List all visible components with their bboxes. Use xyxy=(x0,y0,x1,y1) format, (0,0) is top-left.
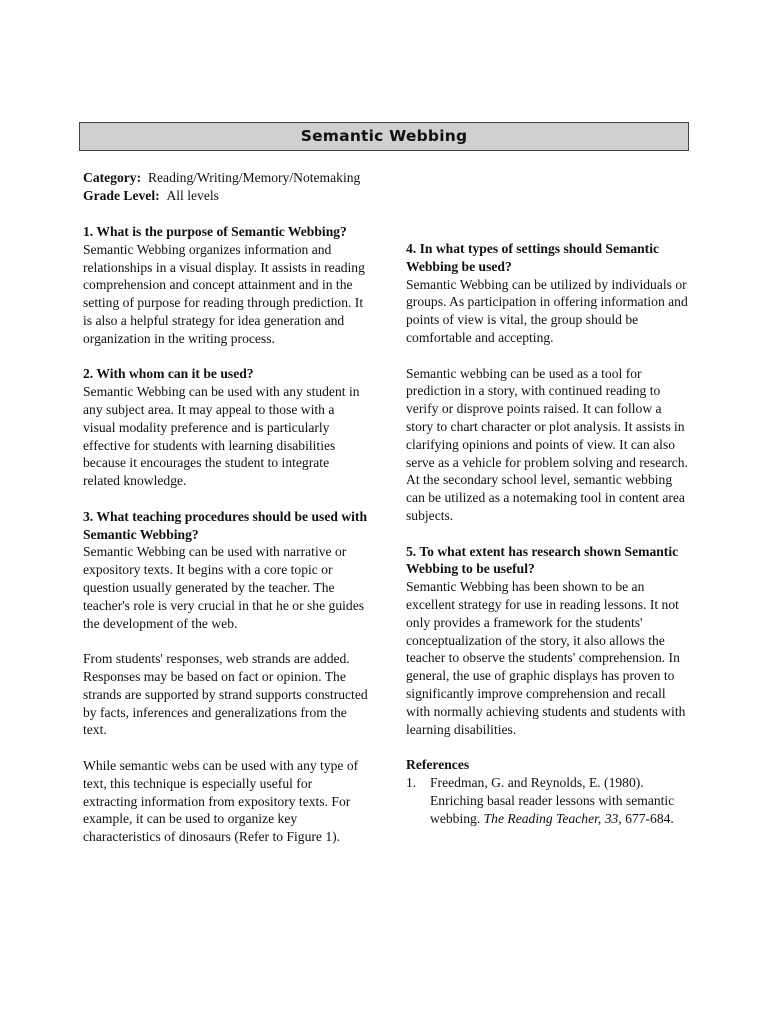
question-heading: 1. What is the purpose of Semantic Webbing? xyxy=(83,224,347,239)
section-whom xyxy=(83,365,368,490)
grade-level-label: Grade Level: xyxy=(83,187,160,203)
title-banner xyxy=(79,122,689,151)
answer-paragraph: Semantic Webbing can be utilized by individuals or groups. As participation in offering information and points of view is vital, the group should be comfortable and accepting. xyxy=(406,276,688,345)
left-column xyxy=(83,223,368,864)
category-label: Category: xyxy=(83,170,142,185)
grade-level-value: All levels xyxy=(166,187,219,203)
section-research xyxy=(406,543,691,739)
page-title: Semantic Webbing xyxy=(300,126,468,145)
reference-number: 1. xyxy=(406,774,417,790)
answer-paragraph: From students' responses, web strands are added. Responses may be based on fact or opinion. The strands are supported by strand supports constructed by facts, inferences and generalizations from the text. xyxy=(83,651,368,738)
section-settings xyxy=(406,240,691,525)
section-purpose xyxy=(83,223,368,348)
right-column xyxy=(406,240,691,827)
reference-item xyxy=(406,774,691,827)
references-section xyxy=(406,756,691,827)
answer-paragraph: Semantic Webbing can be used with narrative or expository texts. It begins with a core topic or question usually generated by the teacher. The teacher's role is very crucial in that he or she guides the development of the web. xyxy=(83,544,365,631)
question-heading: 5. To what extent has research shown Semantic Webbing to be useful? xyxy=(406,543,679,577)
reference-list xyxy=(406,774,691,827)
answer-paragraph: Semantic Webbing organizes information and relationships in a visual display. It assists in reading comprehension and concept attainment and in the setting of purpose for reading through prediction. It is also a helpful strategy for idea generation and organization in the writing process. xyxy=(83,241,365,346)
question-heading: 3. What teaching procedures should be used with Semantic Webbing? xyxy=(83,508,368,542)
category-line xyxy=(83,169,360,187)
answer-paragraph: While semantic webs can be used with any type of text, this technique is especially useful for extracting information from expository texts. For example, it can be used to organize key characteristics of dinosaurs (Refer to Figure 1). xyxy=(83,757,359,845)
meta-block xyxy=(83,169,360,205)
answer-paragraph: Semantic Webbing has been shown to be an excellent strategy for use in reading lessons. It not only provides a framework for the students' conceptualization of the story, it also allows the teacher to observe the students' comprehension. In general, the use of graphic displays has proven to significantly improve comprehension and recall with normally achieving students and students with learning disabilities. xyxy=(406,579,686,737)
reference-journal: The Reading Teacher, 33, xyxy=(483,810,622,826)
section-procedures xyxy=(83,508,368,846)
references-heading: References xyxy=(406,757,470,773)
question-heading: 2. With whom can it be used? xyxy=(83,366,254,382)
category-value: Reading/Writing/Memory/Notemaking xyxy=(147,170,361,185)
reference-pages: 677-684. xyxy=(621,810,674,826)
reference-text: Freedman, G. and Reynolds, E. (1980). Enriching basal reader lessons with semantic webbing. xyxy=(430,774,675,826)
answer-paragraph: Semantic webbing can be used as a tool for prediction in a story, with continued reading to verify or disprove points raised. It can follow a story to chart character or plot analysis. It assists in clarifying opinions and points of view. It can also serve as a vehicle for problem solving and research. At the secondary school level, semantic webbing can be utilized as a notemaking tool in content area subjects. xyxy=(406,365,688,523)
question-heading: 4. In what types of settings should Semantic Webbing be used? xyxy=(406,241,660,274)
grade-level-line xyxy=(83,187,360,205)
answer-paragraph: Semantic Webbing can be used with any student in any subject area. It may appeal to those with a visual modality preference and is particularly effective for students with learning disabilities because it encourages the student to integrate related knowledge. xyxy=(83,384,360,489)
